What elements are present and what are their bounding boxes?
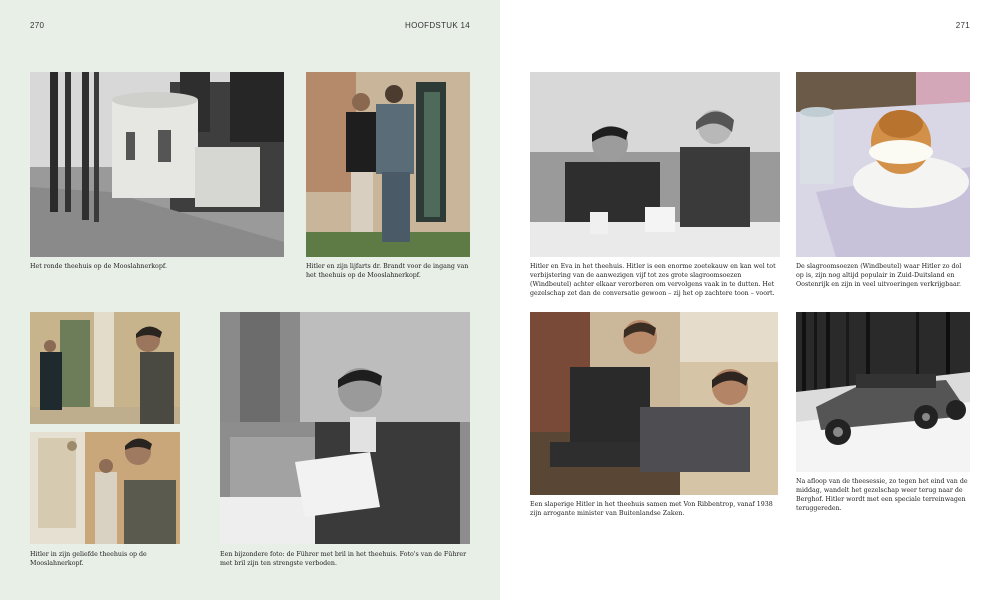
eva-caption: Hitler en Eva in het theehuis. Hitler is een enorme zoetekauw en kan wel tot verbijstering van de aanwezigen vijf tot zes grote slagroomsoezen (Windbeutel) achter elkaar verorberen om vervolgens vaak in te dutten. Het gezelschap zet dan de conversatie gewoon – zij het op zachtere toon – voort.	[530, 263, 776, 297]
car-photo	[796, 312, 970, 472]
eva-photo	[530, 72, 780, 257]
ribbentrop-photo	[530, 312, 778, 495]
right-page	[500, 0, 1000, 600]
car-caption: Na afloop van de theesessie, zo tegen het eind van de middag, wandelt het gezelschap weer terug naar de Berghof. Hitler wordt met een speciale terreinwagen teruggereden.	[796, 478, 968, 512]
doctor-photo	[306, 72, 470, 257]
favourite-photo-bottom	[30, 432, 180, 544]
page-number-left: 270	[30, 21, 45, 30]
teahouse-photo	[30, 72, 284, 257]
page-number-right: 271	[955, 21, 970, 30]
windbeutel-photo	[796, 72, 970, 257]
windbeutel-caption: De slagroomsoezen (Windbeutel) waar Hitler zo dol op is, zijn nog altijd populair in Zuid-Duitsland en Oostenrijk en zijn in veel uitvoeringen verkrijgbaar.	[796, 263, 962, 288]
glasses-caption: Een bijzondere foto: de Führer met bril in het theehuis. Foto's van de Führer met bril zijn ten strengste verboden.	[220, 551, 467, 567]
favourite-photo-top	[30, 312, 180, 424]
teahouse-caption: Het ronde theehuis op de Mooslahnerkopf.	[30, 263, 167, 270]
glasses-photo	[220, 312, 470, 544]
favourite-caption: Hitler in zijn geliefde theehuis op de Mooslahnerkopf.	[30, 551, 147, 567]
ribbentrop-caption: Een slaperige Hitler in het theehuis samen met Von Ribbentrop, vanaf 1938 zijn arrogante minister van Buitenlandse Zaken.	[530, 501, 773, 517]
chapter-heading: HOOFDSTUK 14	[405, 21, 470, 30]
doctor-caption: Hitler en zijn lijfarts dr. Brandt voor de ingang van het theehuis op de Mooslahnerkopf.	[306, 263, 469, 279]
